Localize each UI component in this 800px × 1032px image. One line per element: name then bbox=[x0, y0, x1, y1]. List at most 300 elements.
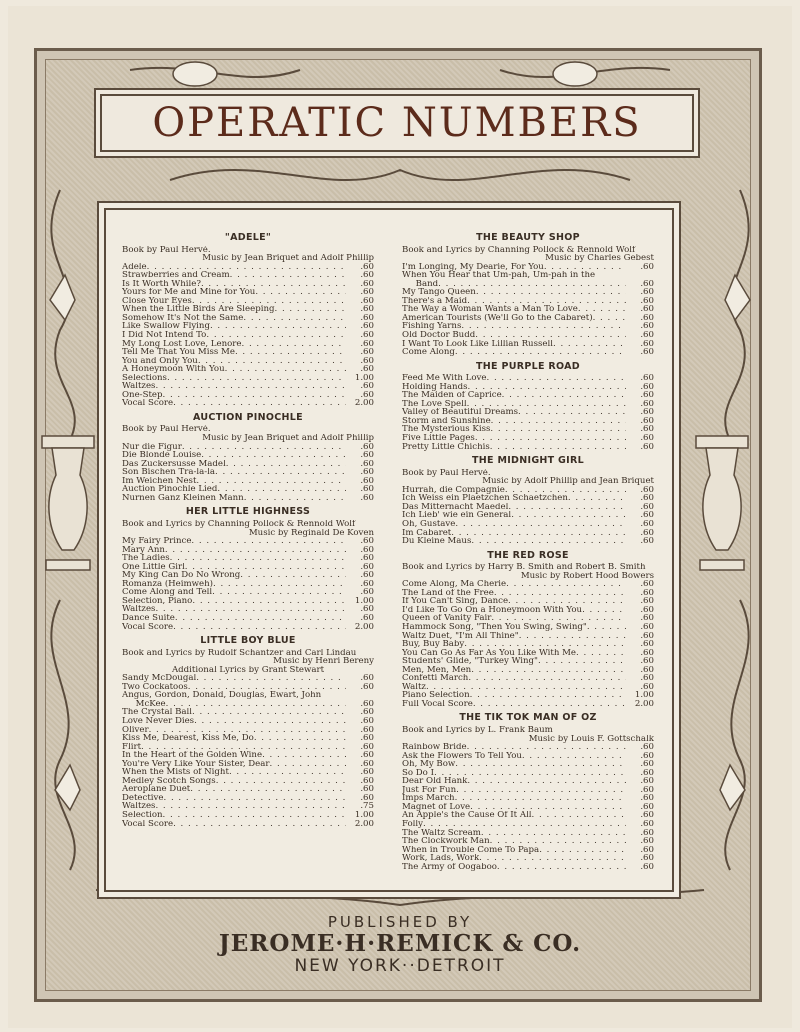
song-row bbox=[402, 854, 654, 863]
leader-dots bbox=[475, 434, 626, 443]
song-row bbox=[402, 640, 654, 649]
show-title: THE MIDNIGHT GIRL bbox=[472, 455, 584, 467]
leader-dots bbox=[539, 846, 626, 855]
song-title: Kiss Me, Dearest, Kiss Me, Do bbox=[122, 734, 254, 743]
song-row bbox=[122, 443, 374, 452]
credit-line: Book and Lyrics by Channing Pollock & Rennold Wolf bbox=[122, 519, 356, 529]
song-price: .60 bbox=[360, 742, 374, 752]
leader-dots bbox=[505, 486, 626, 495]
song-title: The Land of the Free bbox=[402, 588, 494, 598]
song-price: .60 bbox=[640, 760, 654, 769]
leader-dots bbox=[582, 606, 626, 615]
credit-line: Music by Jean Briquet and Adolf Phillip bbox=[202, 434, 374, 443]
song-row bbox=[122, 554, 374, 563]
song-row bbox=[402, 434, 654, 443]
credit-line: Book and Lyrics by L. Frank Baum bbox=[402, 725, 553, 735]
song-title: Confetti March bbox=[402, 674, 469, 683]
song-price: .60 bbox=[640, 331, 654, 340]
song-title: Mary Ann bbox=[122, 545, 165, 555]
leader-dots bbox=[519, 632, 626, 641]
song-row bbox=[402, 348, 654, 357]
song-title: Band bbox=[402, 279, 439, 289]
song-price: .60 bbox=[640, 648, 654, 658]
leader-dots bbox=[196, 674, 346, 683]
song-row bbox=[402, 820, 654, 829]
show-title: THE PURPLE ROAD bbox=[476, 360, 580, 372]
credit-line: Additional Lyrics by Grant Stewart bbox=[171, 665, 325, 675]
song-row bbox=[402, 305, 654, 314]
credit-line: Music by Charles Gebest bbox=[545, 254, 654, 263]
song-row bbox=[402, 597, 654, 606]
song-row bbox=[402, 829, 654, 838]
leader-dots bbox=[155, 605, 346, 614]
song-row bbox=[122, 391, 374, 400]
song-row bbox=[122, 340, 374, 349]
song-title: A Honeymoon With You bbox=[122, 365, 225, 374]
song-title: Medley Scotch Songs bbox=[122, 776, 216, 786]
song-title: You're Very Like Your Sister, Dear bbox=[122, 759, 270, 769]
song-price: .60 bbox=[360, 579, 374, 589]
leader-dots bbox=[201, 451, 346, 460]
leader-dots bbox=[455, 794, 626, 803]
credit-line: Book and Lyrics by Harry B. Smith and Robert B. Smith bbox=[402, 563, 646, 572]
show-title: "ADELE" bbox=[224, 232, 272, 243]
song-price: .60 bbox=[640, 674, 654, 683]
song-price: .60 bbox=[360, 554, 374, 563]
leader-dots bbox=[467, 743, 626, 752]
song-title: Vocal Score bbox=[122, 819, 174, 829]
leader-dots bbox=[491, 614, 626, 623]
song-row bbox=[402, 777, 654, 786]
song-row bbox=[402, 520, 654, 529]
leader-dots bbox=[471, 666, 626, 675]
song-price: .60 bbox=[640, 743, 654, 752]
leader-dots bbox=[455, 760, 626, 769]
leader-dots bbox=[522, 752, 626, 761]
song-price: .60 bbox=[640, 802, 654, 812]
song-title: Ich Lieb' wie ein General bbox=[402, 511, 512, 520]
song-price: .60 bbox=[640, 262, 654, 272]
leader-dots bbox=[464, 640, 626, 649]
leader-dots bbox=[141, 743, 346, 752]
leader-dots bbox=[185, 563, 346, 572]
song-row bbox=[122, 802, 374, 811]
leader-dots bbox=[190, 785, 346, 794]
leader-dots bbox=[490, 443, 626, 452]
leader-dots bbox=[578, 305, 626, 314]
song-price: .60 bbox=[640, 408, 654, 417]
song-price: .60 bbox=[360, 313, 374, 323]
leader-dots bbox=[475, 331, 626, 340]
song-row bbox=[122, 468, 374, 477]
song-price: .60 bbox=[640, 528, 654, 538]
song-price: .60 bbox=[360, 776, 374, 786]
song-title: An Apple's the Cause Of It All bbox=[402, 811, 532, 820]
song-price: .60 bbox=[360, 588, 374, 597]
leader-dots bbox=[568, 494, 626, 503]
leader-dots bbox=[173, 399, 346, 408]
leader-dots bbox=[262, 751, 346, 760]
song-row bbox=[122, 623, 374, 632]
leader-dots bbox=[212, 588, 346, 597]
song-price: .60 bbox=[360, 442, 374, 452]
song-title: Du Kleine Maus bbox=[402, 537, 472, 546]
song-price: .60 bbox=[640, 288, 654, 297]
song-title: I'd Like To Go On a Honeymoon With You bbox=[402, 605, 583, 615]
song-title: Valley of Beautiful Dreams bbox=[402, 408, 519, 417]
song-price: .60 bbox=[360, 382, 374, 391]
song-price: .60 bbox=[640, 296, 654, 306]
song-price: 1.00 bbox=[354, 373, 374, 383]
leader-dots bbox=[502, 391, 626, 400]
song-row bbox=[122, 331, 374, 340]
song-price: .60 bbox=[360, 271, 374, 280]
leader-dots bbox=[593, 314, 626, 323]
song-row bbox=[122, 768, 374, 777]
song-row bbox=[122, 794, 374, 803]
song-title: One Little Girl bbox=[122, 562, 185, 572]
song-price: .60 bbox=[360, 785, 374, 794]
song-price: .60 bbox=[640, 382, 654, 392]
song-title: Somehow It's Not the Same bbox=[122, 313, 244, 323]
credit-line: Book by Paul Hervé. bbox=[122, 425, 211, 435]
leader-dots bbox=[553, 340, 626, 349]
song-price: .60 bbox=[360, 613, 374, 623]
song-title: Adele bbox=[122, 262, 147, 272]
leader-dots bbox=[167, 374, 346, 383]
song-row bbox=[402, 614, 654, 623]
credit-line: Music by Adolf Phillip and Jean Briquet bbox=[482, 477, 654, 486]
leader-dots bbox=[497, 863, 626, 872]
leader-dots bbox=[229, 768, 346, 777]
song-price: .60 bbox=[640, 537, 654, 546]
song-title: The Army of Oogaboo bbox=[402, 862, 497, 872]
song-row bbox=[122, 588, 374, 597]
song-price: .60 bbox=[640, 597, 654, 606]
song-title: Aeroplane Duet bbox=[122, 785, 191, 794]
song-price: .60 bbox=[360, 296, 374, 306]
song-price: .60 bbox=[640, 580, 654, 589]
song-price: .60 bbox=[360, 322, 374, 332]
song-row bbox=[402, 322, 654, 331]
show-title: THE BEAUTY SHOP bbox=[476, 232, 580, 243]
leader-dots bbox=[451, 529, 626, 538]
leader-dots bbox=[254, 734, 346, 743]
song-price: .60 bbox=[640, 399, 654, 409]
leader-dots bbox=[240, 571, 346, 580]
song-title: Come Along, Ma Cherie bbox=[402, 580, 507, 589]
song-row bbox=[402, 837, 654, 846]
leader-dots bbox=[487, 374, 627, 383]
leader-dots bbox=[467, 297, 626, 306]
song-price: .60 bbox=[640, 442, 654, 452]
song-price: .60 bbox=[640, 305, 654, 314]
song-title: Magnet of Love bbox=[402, 802, 471, 812]
song-price: .60 bbox=[360, 476, 374, 486]
song-title: Selection, Piano bbox=[122, 596, 193, 606]
song-title: If You Can't Sing, Dance bbox=[402, 597, 509, 606]
leader-dots bbox=[490, 425, 626, 434]
song-title: Old Doctor Budd bbox=[402, 331, 476, 340]
leader-dots bbox=[163, 794, 346, 803]
song-price: .60 bbox=[360, 699, 374, 709]
song-row bbox=[402, 288, 654, 297]
song-price: 2.00 bbox=[634, 699, 654, 709]
leader-dots bbox=[255, 288, 346, 297]
show-title: AUCTION PINOCHLE bbox=[193, 411, 303, 423]
leader-dots bbox=[532, 811, 626, 820]
leader-dots bbox=[511, 511, 626, 520]
song-row bbox=[402, 537, 654, 546]
song-row bbox=[122, 322, 374, 331]
leader-dots bbox=[155, 802, 346, 811]
song-price: .60 bbox=[360, 674, 374, 683]
song-title: Waltz Duet, "I'm All Thine" bbox=[402, 631, 519, 641]
song-row bbox=[402, 786, 654, 795]
leader-dots bbox=[538, 657, 626, 666]
song-title: Auction Pinochle Lied bbox=[122, 485, 218, 494]
song-price: .60 bbox=[640, 854, 654, 863]
leader-dots bbox=[196, 477, 346, 486]
song-price: .60 bbox=[360, 288, 374, 297]
song-row bbox=[122, 751, 374, 760]
song-price: .60 bbox=[640, 811, 654, 820]
song-price: .60 bbox=[640, 416, 654, 426]
song-title: Rainbow Bride bbox=[402, 743, 467, 752]
song-title: The Ladies bbox=[122, 554, 170, 563]
song-title: Folly bbox=[402, 820, 424, 829]
song-row bbox=[122, 563, 374, 572]
song-row bbox=[122, 374, 374, 383]
leader-dots bbox=[173, 820, 346, 829]
leader-dots bbox=[213, 580, 346, 589]
song-row bbox=[122, 382, 374, 391]
song-title: Vocal Score bbox=[122, 622, 174, 632]
leader-dots bbox=[163, 811, 346, 820]
song-price: .60 bbox=[360, 485, 374, 494]
song-row bbox=[122, 614, 374, 623]
song-row bbox=[402, 794, 654, 803]
song-price: .60 bbox=[360, 305, 374, 314]
song-title: You and Only You bbox=[122, 356, 198, 366]
song-price: .60 bbox=[360, 348, 374, 357]
song-title: Oh, Gustave bbox=[402, 519, 456, 529]
song-row bbox=[122, 777, 374, 786]
song-title: In the Heart of the Golden Wine bbox=[122, 751, 263, 760]
song-row bbox=[122, 485, 374, 494]
song-price: 1.00 bbox=[634, 691, 654, 700]
right-column bbox=[402, 228, 654, 871]
leader-dots bbox=[210, 322, 346, 331]
song-title: My King Can Do No Wrong bbox=[122, 571, 241, 580]
leader-dots bbox=[226, 460, 346, 469]
song-title: Hurrah, die Compagnie bbox=[402, 485, 505, 495]
leader-dots bbox=[149, 726, 346, 735]
leader-dots bbox=[170, 554, 346, 563]
song-title: One-Step bbox=[122, 390, 163, 400]
song-price: 2.00 bbox=[354, 622, 374, 632]
leader-dots bbox=[188, 683, 346, 692]
song-row bbox=[402, 391, 654, 400]
leader-dots bbox=[473, 700, 626, 709]
song-price: .60 bbox=[640, 588, 654, 598]
song-row bbox=[402, 340, 654, 349]
leader-dots bbox=[198, 357, 346, 366]
song-title: Selections bbox=[122, 373, 167, 383]
song-price: .60 bbox=[640, 502, 654, 512]
song-price: .60 bbox=[640, 605, 654, 615]
song-price: .60 bbox=[640, 374, 654, 383]
leader-dots bbox=[455, 520, 626, 529]
song-row bbox=[402, 331, 654, 340]
song-title: When You Hear that Um-pah, Um-pah in the bbox=[402, 271, 596, 280]
song-price: .60 bbox=[360, 571, 374, 580]
song-title: Romanza (Heimweh) bbox=[122, 579, 213, 589]
song-row bbox=[402, 280, 654, 289]
song-row bbox=[122, 263, 374, 272]
song-row bbox=[402, 683, 654, 692]
song-title: Students' Glide, "Turkey Wing" bbox=[402, 657, 538, 666]
song-price: .60 bbox=[640, 682, 654, 692]
song-row bbox=[402, 769, 654, 778]
song-price: 2.00 bbox=[354, 819, 374, 829]
leader-dots bbox=[192, 708, 346, 717]
leader-dots bbox=[216, 777, 346, 786]
page-title: OPERATIC NUMBERS bbox=[152, 100, 642, 146]
song-row bbox=[402, 443, 654, 452]
song-price: .60 bbox=[360, 768, 374, 777]
song-row bbox=[402, 400, 654, 409]
song-price: 1.00 bbox=[354, 811, 374, 820]
song-row bbox=[402, 752, 654, 761]
leader-dots bbox=[192, 597, 346, 606]
song-row bbox=[122, 537, 374, 546]
song-row bbox=[122, 305, 374, 314]
song-price: .60 bbox=[640, 614, 654, 623]
song-title: Buy, Buy Baby bbox=[402, 640, 465, 649]
song-title: Oh, My Bow bbox=[402, 760, 456, 769]
song-title: So Do I bbox=[402, 768, 434, 778]
song-row bbox=[122, 785, 374, 794]
song-row bbox=[402, 408, 654, 417]
song-row bbox=[122, 811, 374, 820]
song-price: .60 bbox=[360, 545, 374, 555]
song-row bbox=[122, 571, 374, 580]
song-title: Son Bischen Tra-la-la bbox=[122, 468, 216, 477]
song-row bbox=[402, 503, 654, 512]
leader-dots bbox=[490, 837, 626, 846]
song-row bbox=[402, 811, 654, 820]
song-row bbox=[402, 846, 654, 855]
song-price: .60 bbox=[640, 777, 654, 786]
song-price: 2.00 bbox=[354, 399, 374, 408]
song-price: .60 bbox=[640, 828, 654, 838]
song-row bbox=[122, 399, 374, 408]
song-title: Selection bbox=[122, 811, 163, 820]
song-row bbox=[402, 425, 654, 434]
song-title: Come Along bbox=[402, 348, 455, 357]
song-price: .60 bbox=[640, 391, 654, 400]
song-title: Hammock Song, "Then You Swing, Swing" bbox=[402, 622, 587, 632]
vase-left-icon bbox=[42, 436, 94, 570]
song-row bbox=[122, 734, 374, 743]
song-title: Waltz bbox=[402, 682, 426, 692]
song-row bbox=[402, 649, 654, 658]
leader-dots bbox=[434, 769, 626, 778]
leader-dots bbox=[215, 468, 346, 477]
leader-dots bbox=[175, 614, 346, 623]
leader-dots bbox=[479, 854, 626, 863]
leader-dots bbox=[243, 314, 346, 323]
song-row bbox=[402, 314, 654, 323]
song-price: .60 bbox=[640, 751, 654, 761]
song-title: Like Swallow Flying bbox=[122, 322, 210, 332]
song-title: Dear Old Hank bbox=[402, 777, 468, 786]
title-banner bbox=[100, 94, 694, 152]
leader-dots bbox=[166, 700, 346, 709]
song-row bbox=[122, 708, 374, 717]
song-title: Die Blonde Louise bbox=[122, 451, 202, 460]
catalog-panel bbox=[104, 208, 674, 892]
leader-dots bbox=[163, 391, 347, 400]
song-title: Nur die Figur bbox=[122, 442, 182, 452]
song-title: Close Your Eyes bbox=[122, 296, 192, 306]
song-price: .60 bbox=[640, 820, 654, 829]
song-title: The Waltz Scream bbox=[402, 828, 481, 838]
song-row bbox=[402, 632, 654, 641]
song-title: Tell Me That You Miss Me bbox=[122, 348, 235, 357]
song-row bbox=[122, 674, 374, 683]
song-row bbox=[122, 314, 374, 323]
song-row bbox=[122, 597, 374, 606]
credit-line: Music by Louis F. Gottschalk bbox=[528, 734, 654, 744]
leader-dots bbox=[244, 494, 346, 503]
song-title: My Fairy Prince bbox=[122, 537, 192, 546]
song-row bbox=[122, 717, 374, 726]
song-title: I'm Longing, My Dearie, For You bbox=[402, 262, 544, 272]
song-title: When in Trouble Come To Papa bbox=[402, 845, 540, 855]
song-title: The Way a Woman Wants a Man To Love bbox=[402, 305, 578, 314]
song-price: .60 bbox=[360, 468, 374, 477]
song-row bbox=[402, 760, 654, 769]
leader-dots bbox=[194, 717, 346, 726]
song-title: Im Weichen Nest bbox=[122, 476, 197, 486]
song-row bbox=[122, 297, 374, 306]
song-row bbox=[402, 486, 654, 495]
song-title: Ich Weiss ein Plaetzchen Schaetzchen bbox=[402, 494, 568, 503]
song-row bbox=[122, 460, 374, 469]
song-title: I Did Not Intend To bbox=[122, 331, 207, 340]
song-row bbox=[402, 666, 654, 675]
song-title: I Want To Look Like Lillian Russell bbox=[402, 339, 553, 349]
song-price: .60 bbox=[360, 262, 374, 272]
vase-right-icon bbox=[696, 436, 748, 570]
song-price: .60 bbox=[640, 837, 654, 846]
leader-dots bbox=[230, 271, 346, 280]
song-title: Waltzes bbox=[122, 802, 156, 811]
leader-dots bbox=[470, 803, 626, 812]
leader-dots bbox=[587, 623, 626, 632]
song-price: .60 bbox=[640, 322, 654, 332]
song-row bbox=[402, 374, 654, 383]
show-title: LITTLE BOY BLUE bbox=[200, 635, 296, 647]
song-title: Imps March bbox=[402, 794, 455, 803]
song-title: Das Mitternacht Maedel bbox=[402, 502, 509, 512]
song-row bbox=[122, 365, 374, 374]
song-row bbox=[122, 580, 374, 589]
song-title: McKee bbox=[122, 699, 166, 709]
song-row bbox=[402, 417, 654, 426]
